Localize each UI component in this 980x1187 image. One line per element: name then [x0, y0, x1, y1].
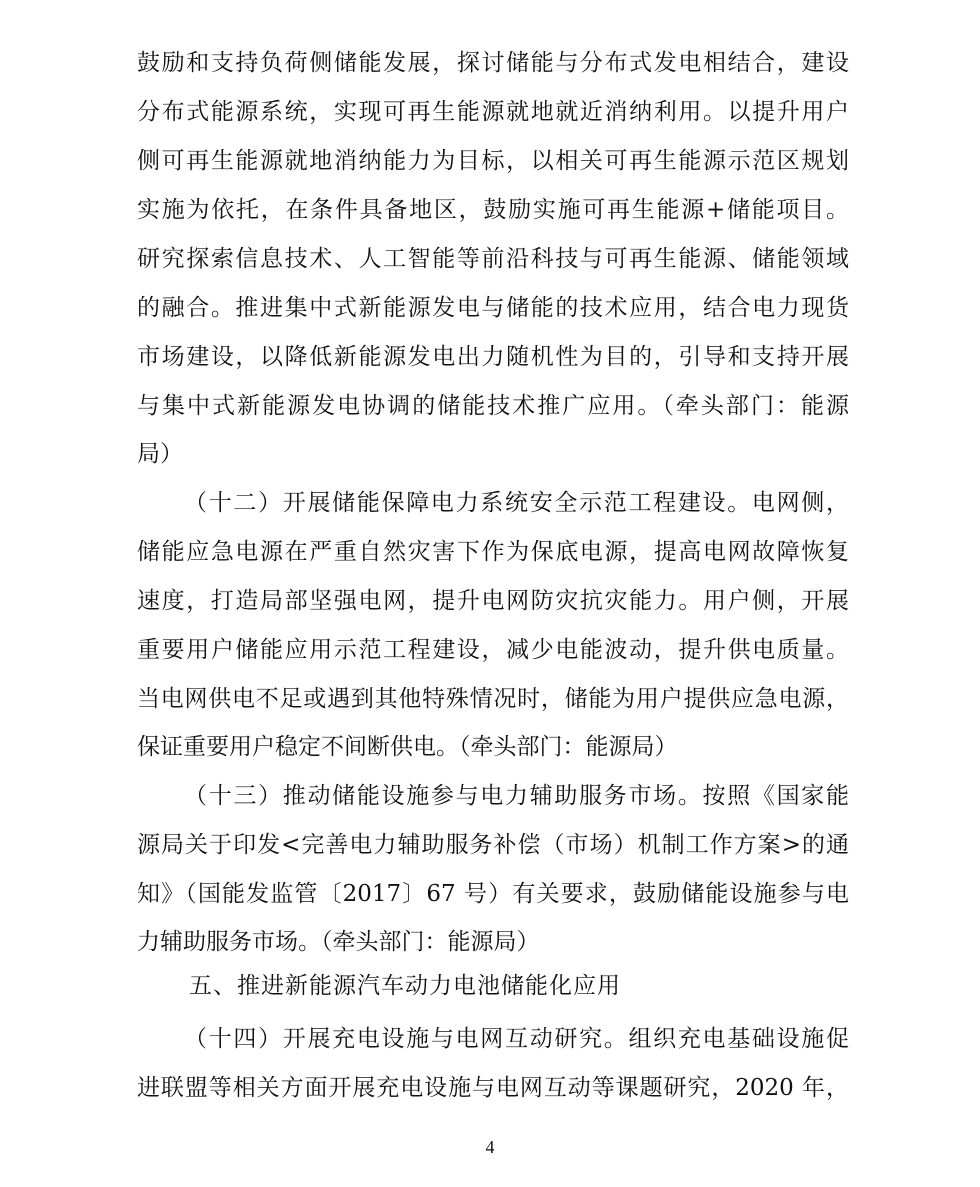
- text-line: 局）: [137, 441, 183, 467]
- text-line: 与集中式新能源发电协调的储能技术推广应用。（牵头部门：能源: [137, 393, 849, 419]
- text-line: 实施为依托，在条件具备地区，鼓励实施可再生能源+储能项目。: [137, 197, 849, 223]
- text-line: 储能应急电源在严重自然灾害下作为保底电源，提高电网故障恢复: [137, 539, 849, 565]
- paragraph-first-line: （十四）开展充电设施与电网互动研究。组织充电基础设施促: [184, 1026, 849, 1052]
- text-line: 侧可再生能源就地消纳能力为目标，以相关可再生能源示范区规划: [137, 148, 849, 174]
- text-line: 当电网供电不足或遇到其他特殊情况时，储能为用户提供应急电源，: [137, 686, 849, 712]
- text-line: 重要用户储能应用示范工程建设，减少电能波动，提升供电质量。: [137, 637, 849, 663]
- text-line: 保证重要用户稳定不间断供电。（牵头部门：能源局）: [137, 734, 678, 760]
- text-line: 市场建设，以降低新能源发电出力随机性为目的，引导和支持开展: [137, 344, 849, 370]
- text-line: 力辅助服务市场。（牵头部门：能源局）: [137, 929, 540, 955]
- text-line: 速度，打造局部坚强电网，提升电网防灾抗灾能力。用户侧，开展: [137, 588, 849, 614]
- section-heading: 五、推进新能源汽车动力电池储能化应用: [189, 973, 621, 999]
- paragraph-first-line: （十二）开展储能保障电力系统安全示范工程建设。电网侧，: [184, 490, 849, 516]
- page-number: 4: [485, 1137, 495, 1157]
- paragraph-first-line: （十三）推动储能设施参与电力辅助服务市场。按照《国家能: [184, 783, 849, 809]
- text-line: 研究探索信息技术、人工智能等前沿科技与可再生能源、储能领域: [137, 246, 849, 272]
- text-line: 的融合。推进集中式新能源发电与储能的技术应用，结合电力现货: [137, 295, 849, 321]
- text-line: 分布式能源系统，实现可再生能源就地就近消纳利用。以提升用户: [137, 99, 849, 125]
- text-line: 进联盟等相关方面开展充电设施与电网互动等课题研究，2020 年，: [137, 1075, 849, 1101]
- text-line: 知》（国能发监管〔2017〕67 号）有关要求，鼓励储能设施参与电: [137, 881, 849, 907]
- text-line: 鼓励和支持负荷侧储能发展，探讨储能与分布式发电相结合，建设: [137, 50, 849, 76]
- text-line: 源局关于印发<完善电力辅助服务补偿（市场）机制工作方案>的通: [137, 832, 849, 858]
